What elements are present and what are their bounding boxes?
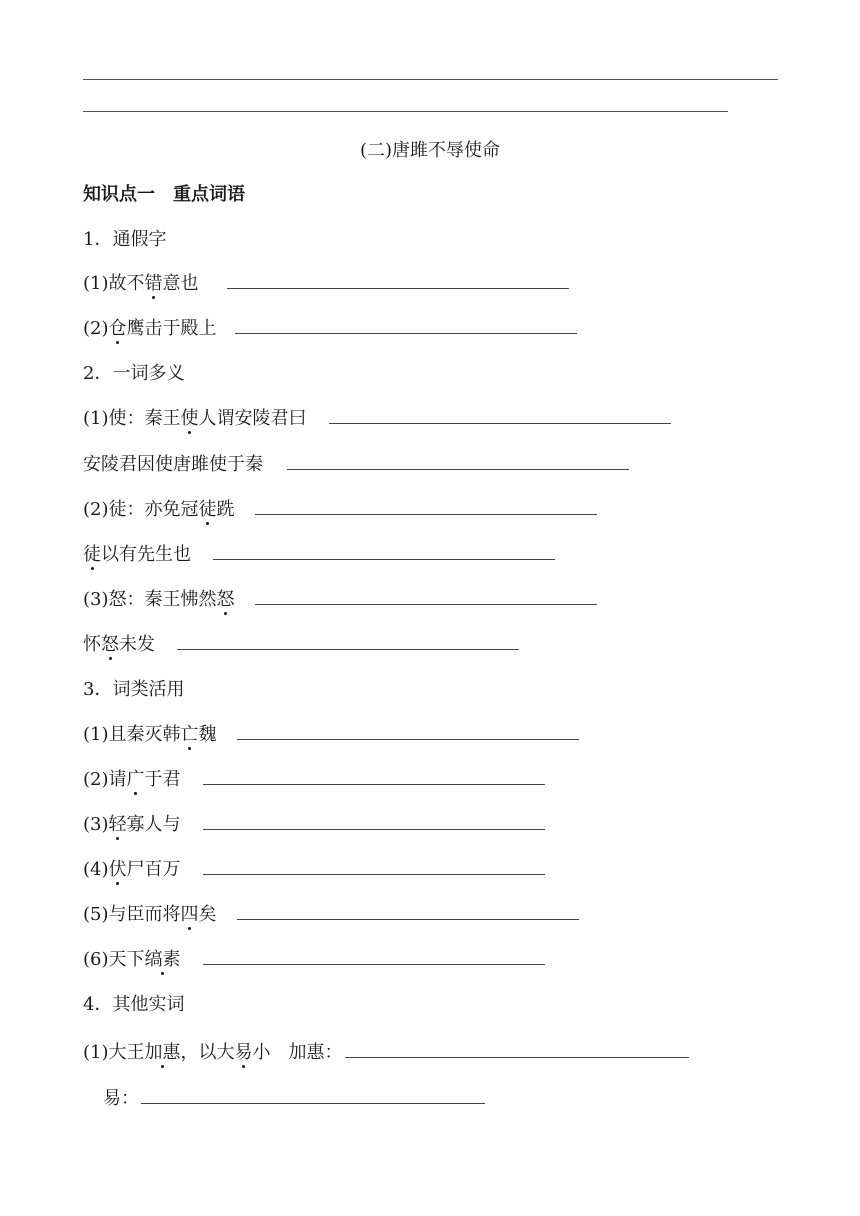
item-yici-3b: 怀怒未发 xyxy=(83,631,519,657)
answer-blank[interactable] xyxy=(255,586,597,605)
group-heading-huoyong: 3．词类活用 xyxy=(83,679,185,700)
answer-blank[interactable] xyxy=(329,405,671,424)
item-huoyong-5: (5)与臣而将四矣 xyxy=(83,901,579,927)
top-rule-1 xyxy=(83,79,778,80)
item-yici-1a: (1)使：秦王使人谓安陵君曰 xyxy=(83,405,671,431)
item-shici-1-yi: 易： xyxy=(103,1085,485,1111)
dotted-word: 缟素 xyxy=(144,949,181,970)
answer-blank[interactable] xyxy=(203,766,545,785)
item-huoyong-1: (1)且秦灭韩亡魏 xyxy=(83,721,579,747)
answer-blank-jiahui[interactable] xyxy=(345,1039,689,1058)
page-title: (二)唐雎不辱使命 xyxy=(359,140,501,161)
item-huoyong-6: (6)天下缟素 xyxy=(83,946,545,972)
answer-blank[interactable] xyxy=(203,856,545,875)
answer-blank[interactable] xyxy=(235,315,577,334)
item-tongjia-1: (1)故不错意也 xyxy=(83,270,569,296)
answer-blank[interactable] xyxy=(203,946,545,965)
item-yici-1b: 安陵君因使唐雎使于秦 xyxy=(83,451,629,477)
answer-blank[interactable] xyxy=(213,541,555,560)
section-heading: 知识点一 重点词语 xyxy=(83,184,245,205)
item-yici-2a: (2)徒：亦免冠徒跣 xyxy=(83,496,597,522)
item-tongjia-2: (2)仓鹰击于殿上 xyxy=(83,315,577,341)
item-huoyong-4: (4)伏尸百万 xyxy=(83,856,545,882)
answer-blank[interactable] xyxy=(227,270,569,289)
answer-blank-yi[interactable] xyxy=(141,1085,485,1104)
answer-blank[interactable] xyxy=(203,811,545,830)
top-rule-2 xyxy=(83,111,728,112)
group-heading-tongjia: 1．通假字 xyxy=(83,229,167,250)
item-yici-2b: 徒以有先生也 xyxy=(83,541,555,567)
item-yici-3a: (3)怒：秦王怫然怒 xyxy=(83,586,597,612)
answer-blank[interactable] xyxy=(237,901,579,920)
item-huoyong-3: (3)轻寡人与 xyxy=(83,811,545,837)
item-shici-1: (1)大王加惠，以大易小 加惠： xyxy=(83,1039,689,1065)
group-heading-shici: 4．其他实词 xyxy=(83,994,185,1015)
answer-blank[interactable] xyxy=(177,631,519,650)
group-heading-yici: 2．一词多义 xyxy=(83,363,185,384)
item-huoyong-2: (2)请广于君 xyxy=(83,766,545,792)
answer-blank[interactable] xyxy=(255,496,597,515)
answer-blank[interactable] xyxy=(287,451,629,470)
answer-blank[interactable] xyxy=(237,721,579,740)
